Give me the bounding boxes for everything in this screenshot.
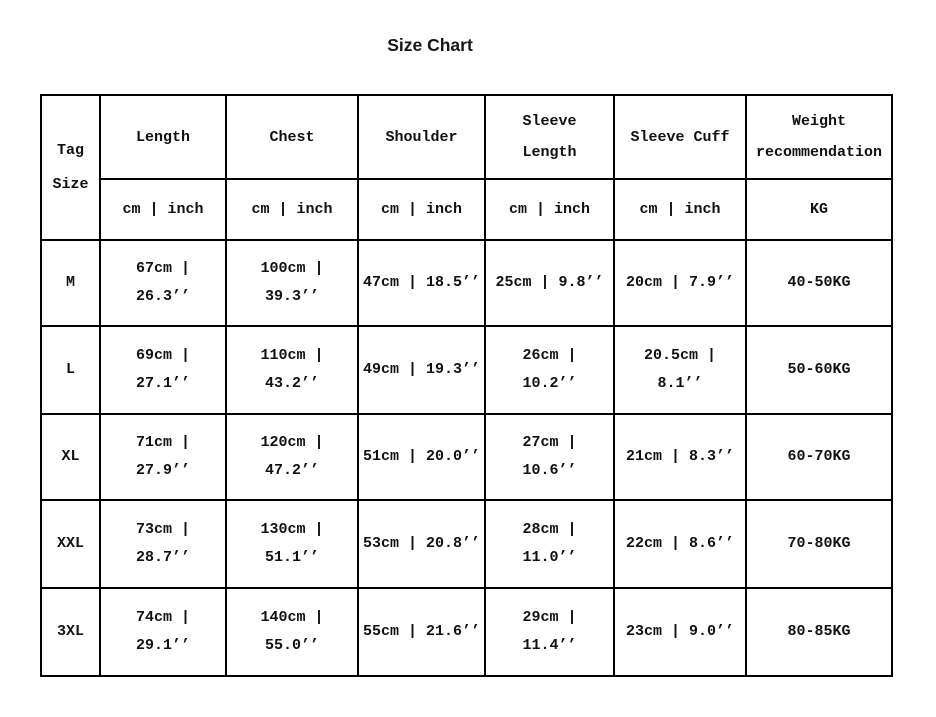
tag-size-cell: XL (41, 414, 100, 500)
weight-cell: 50-60KG (746, 326, 892, 414)
unit-chest: cm | inch (226, 179, 358, 240)
length-cell: 73cm | 28.7’’ (100, 500, 226, 588)
chest-cell: 120cm | 47.2’’ (226, 414, 358, 500)
tag-size-cell: M (41, 240, 100, 326)
length-cell: 71cm | 27.9’’ (100, 414, 226, 500)
shoulder-cell: 47cm | 18.5’’ (358, 240, 485, 326)
sleeve-cuff-cell: 20cm | 7.9’’ (614, 240, 746, 326)
length-cell: 67cm | 26.3’’ (100, 240, 226, 326)
sleeve-cuff-cell: 22cm | 8.6’’ (614, 500, 746, 588)
header-tag-size (41, 95, 100, 240)
chest-cell: 130cm | 51.1’’ (226, 500, 358, 588)
table-row-xl (41, 414, 892, 500)
sleeve-length-cell: 29cm | 11.4’’ (485, 588, 614, 676)
length-cell: 74cm | 29.1’’ (100, 588, 226, 676)
header-weight-recommendation: Weight recommendation (746, 95, 892, 179)
shoulder-cell: 55cm | 21.6’’ (358, 588, 485, 676)
sleeve-length-cell: 25cm | 9.8’’ (485, 240, 614, 326)
header-sleeve-cuff: Sleeve Cuff (614, 95, 746, 179)
table-row-3xl (41, 588, 892, 676)
header-tag-size-line1: Tag (56, 141, 84, 159)
header-chest: Chest (226, 95, 358, 179)
sleeve-length-cell: 26cm | 10.2’’ (485, 326, 614, 414)
table-row-m (41, 240, 892, 326)
unit-length: cm | inch (100, 179, 226, 240)
size-chart-table (40, 94, 893, 677)
table-row-l (41, 326, 892, 414)
weight-cell: 60-70KG (746, 414, 892, 500)
tag-size-cell: 3XL (41, 588, 100, 676)
chest-cell: 100cm | 39.3’’ (226, 240, 358, 326)
unit-sleeve-cuff: cm | inch (614, 179, 746, 240)
weight-cell: 80-85KG (746, 588, 892, 676)
tag-size-cell: L (41, 326, 100, 414)
sleeve-length-cell: 27cm | 10.6’’ (485, 414, 614, 500)
shoulder-cell: 53cm | 20.8’’ (358, 500, 485, 588)
table-row-xxl (41, 500, 892, 588)
header-sleeve-length: Sleeve Length (485, 95, 614, 179)
weight-cell: 40-50KG (746, 240, 892, 326)
header-shoulder: Shoulder (358, 95, 485, 179)
sleeve-cuff-cell: 23cm | 9.0’’ (614, 588, 746, 676)
header-length: Length (100, 95, 226, 179)
tag-size-cell: XXL (41, 500, 100, 588)
unit-sleeve-length: cm | inch (485, 179, 614, 240)
chest-cell: 110cm | 43.2’’ (226, 326, 358, 414)
sleeve-length-cell: 28cm | 11.0’’ (485, 500, 614, 588)
unit-weight: KG (746, 179, 892, 240)
shoulder-cell: 51cm | 20.0’’ (358, 414, 485, 500)
weight-cell: 70-80KG (746, 500, 892, 588)
header-row-units (41, 179, 892, 240)
header-row-labels (41, 95, 892, 179)
chest-cell: 140cm | 55.0’’ (226, 588, 358, 676)
page-title: Size Chart (387, 35, 473, 55)
unit-shoulder: cm | inch (358, 179, 485, 240)
length-cell: 69cm | 27.1’’ (100, 326, 226, 414)
sleeve-cuff-cell: 20.5cm | 8.1’’ (614, 326, 746, 414)
shoulder-cell: 49cm | 19.3’’ (358, 326, 485, 414)
header-tag-size-line2: Size (52, 175, 89, 193)
sleeve-cuff-cell: 21cm | 8.3’’ (614, 414, 746, 500)
